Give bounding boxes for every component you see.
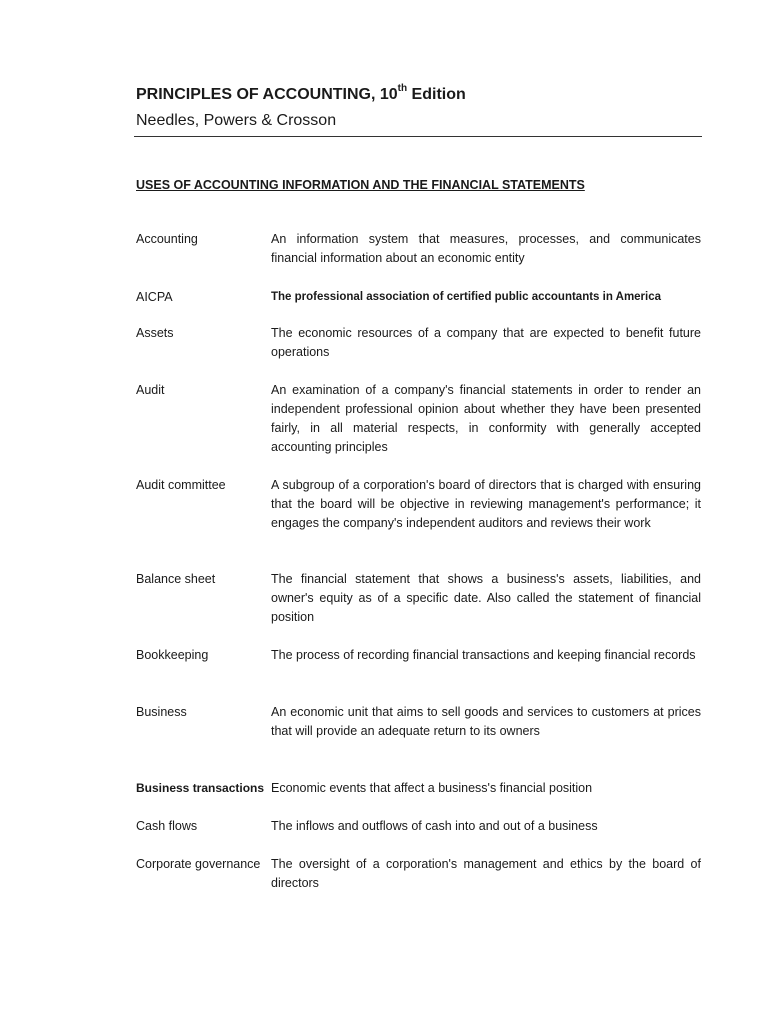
- glossary-term: AICPA: [136, 290, 173, 304]
- glossary-term: Assets: [136, 326, 174, 340]
- book-title: [136, 82, 466, 104]
- glossary-term: Audit committee: [136, 478, 226, 492]
- glossary-term: Cash flows: [136, 819, 198, 833]
- book-title-main: PRINCIPLES OF ACCOUNTING, 10: [136, 86, 398, 103]
- glossary-term: Bookkeeping: [136, 648, 209, 662]
- edition-superscript: th: [397, 82, 408, 94]
- glossary-term: Corporate governance: [136, 857, 261, 871]
- glossary-definition: The professional association of certified public accountants in America: [271, 291, 662, 303]
- glossary-definition: An information system that measures, processes, and communicates financial information about an economic entity: [271, 232, 701, 265]
- glossary-definition: The oversight of a corporation's management and ethics by the board of directors: [271, 857, 701, 890]
- glossary-term: Business: [136, 705, 187, 719]
- glossary-definition: The process of recording financial transactions and keeping financial records: [271, 648, 696, 662]
- glossary-definition: An economic unit that aims to sell goods and services to customers at prices that will provide an adequate return to its owners: [271, 705, 701, 738]
- glossary-definition: The financial statement that shows a business's assets, liabilities, and owner's equity as of a specific date. Also called the statement of financial position: [271, 572, 701, 624]
- glossary-definition: An examination of a company's financial statements in order to render an independent professional opinion about whether they have been presented fairly, in all material respects, in conformity with generally accepted accounting principles: [271, 383, 701, 454]
- glossary-definition: The economic resources of a company that are expected to benefit future operations: [271, 326, 701, 359]
- book-authors: Needles, Powers & Crosson: [136, 112, 337, 129]
- glossary-term: Business transactions: [136, 781, 265, 795]
- glossary-term: Balance sheet: [136, 572, 216, 586]
- glossary-term: Audit: [136, 383, 165, 397]
- glossary-definition: The inflows and outflows of cash into and out of a business: [271, 819, 598, 833]
- glossary-term: Accounting: [136, 232, 198, 246]
- header-divider: [134, 136, 702, 137]
- glossary-definition: Economic events that affect a business's financial position: [271, 781, 593, 795]
- glossary-definition: A subgroup of a corporation's board of directors that is charged with ensuring that the board will be objective in reviewing management's performance; it engages the company's independent auditors and reviews their work: [271, 478, 701, 530]
- section-heading: USES OF ACCOUNTING INFORMATION AND THE FINANCIAL STATEMENTS: [136, 178, 585, 192]
- book-title-tail: Edition: [407, 86, 466, 103]
